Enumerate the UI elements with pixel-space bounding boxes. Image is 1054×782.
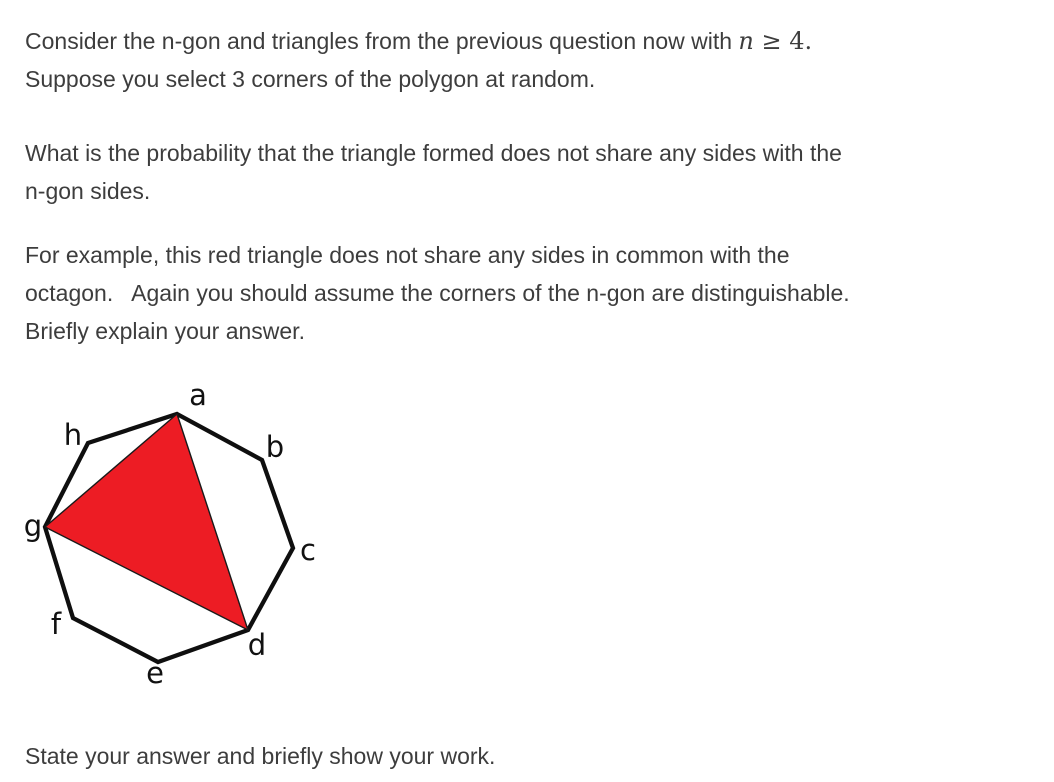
vertex-label-e: e: [146, 656, 164, 690]
closing-line-1: State your answer and briefly show your work.: [25, 743, 496, 769]
vertex-label-c: c: [300, 533, 316, 567]
example-line-3: Briefly explain your answer.: [25, 318, 305, 344]
intro-line-2: Suppose you select 3 corners of the polygon at random.: [25, 66, 596, 92]
question-paragraph-intro: [25, 22, 1054, 98]
example-line-2: octagon. Again you should assume the corners of the n-gon are distinguishable.: [25, 280, 850, 306]
probability-line-1: What is the probability that the triangle formed does not share any sides with the: [25, 140, 842, 166]
vertex-label-f: f: [50, 607, 62, 641]
example-line-1: For example, this red triangle does not share any sides in common with the: [25, 242, 790, 268]
vertex-label-h: h: [63, 418, 83, 452]
math-expression: [738, 27, 812, 55]
intro-line-1: Consider the n-gon and triangles from the previous question now with: [25, 28, 739, 54]
vertex-label-b: b: [265, 430, 285, 464]
math-relation: ≥ 4.: [753, 27, 813, 55]
question-paragraph-probability: [25, 134, 1054, 210]
octagon-figure: [0, 380, 340, 712]
vertex-label-g: g: [23, 509, 43, 543]
vertex-label-a: a: [189, 378, 207, 412]
question-paragraph-closing: [25, 737, 1054, 775]
vertex-label-d: d: [247, 628, 267, 662]
probability-line-2: n-gon sides.: [25, 178, 151, 204]
question-paragraph-example: [25, 236, 1054, 350]
math-variable: n: [738, 27, 754, 55]
